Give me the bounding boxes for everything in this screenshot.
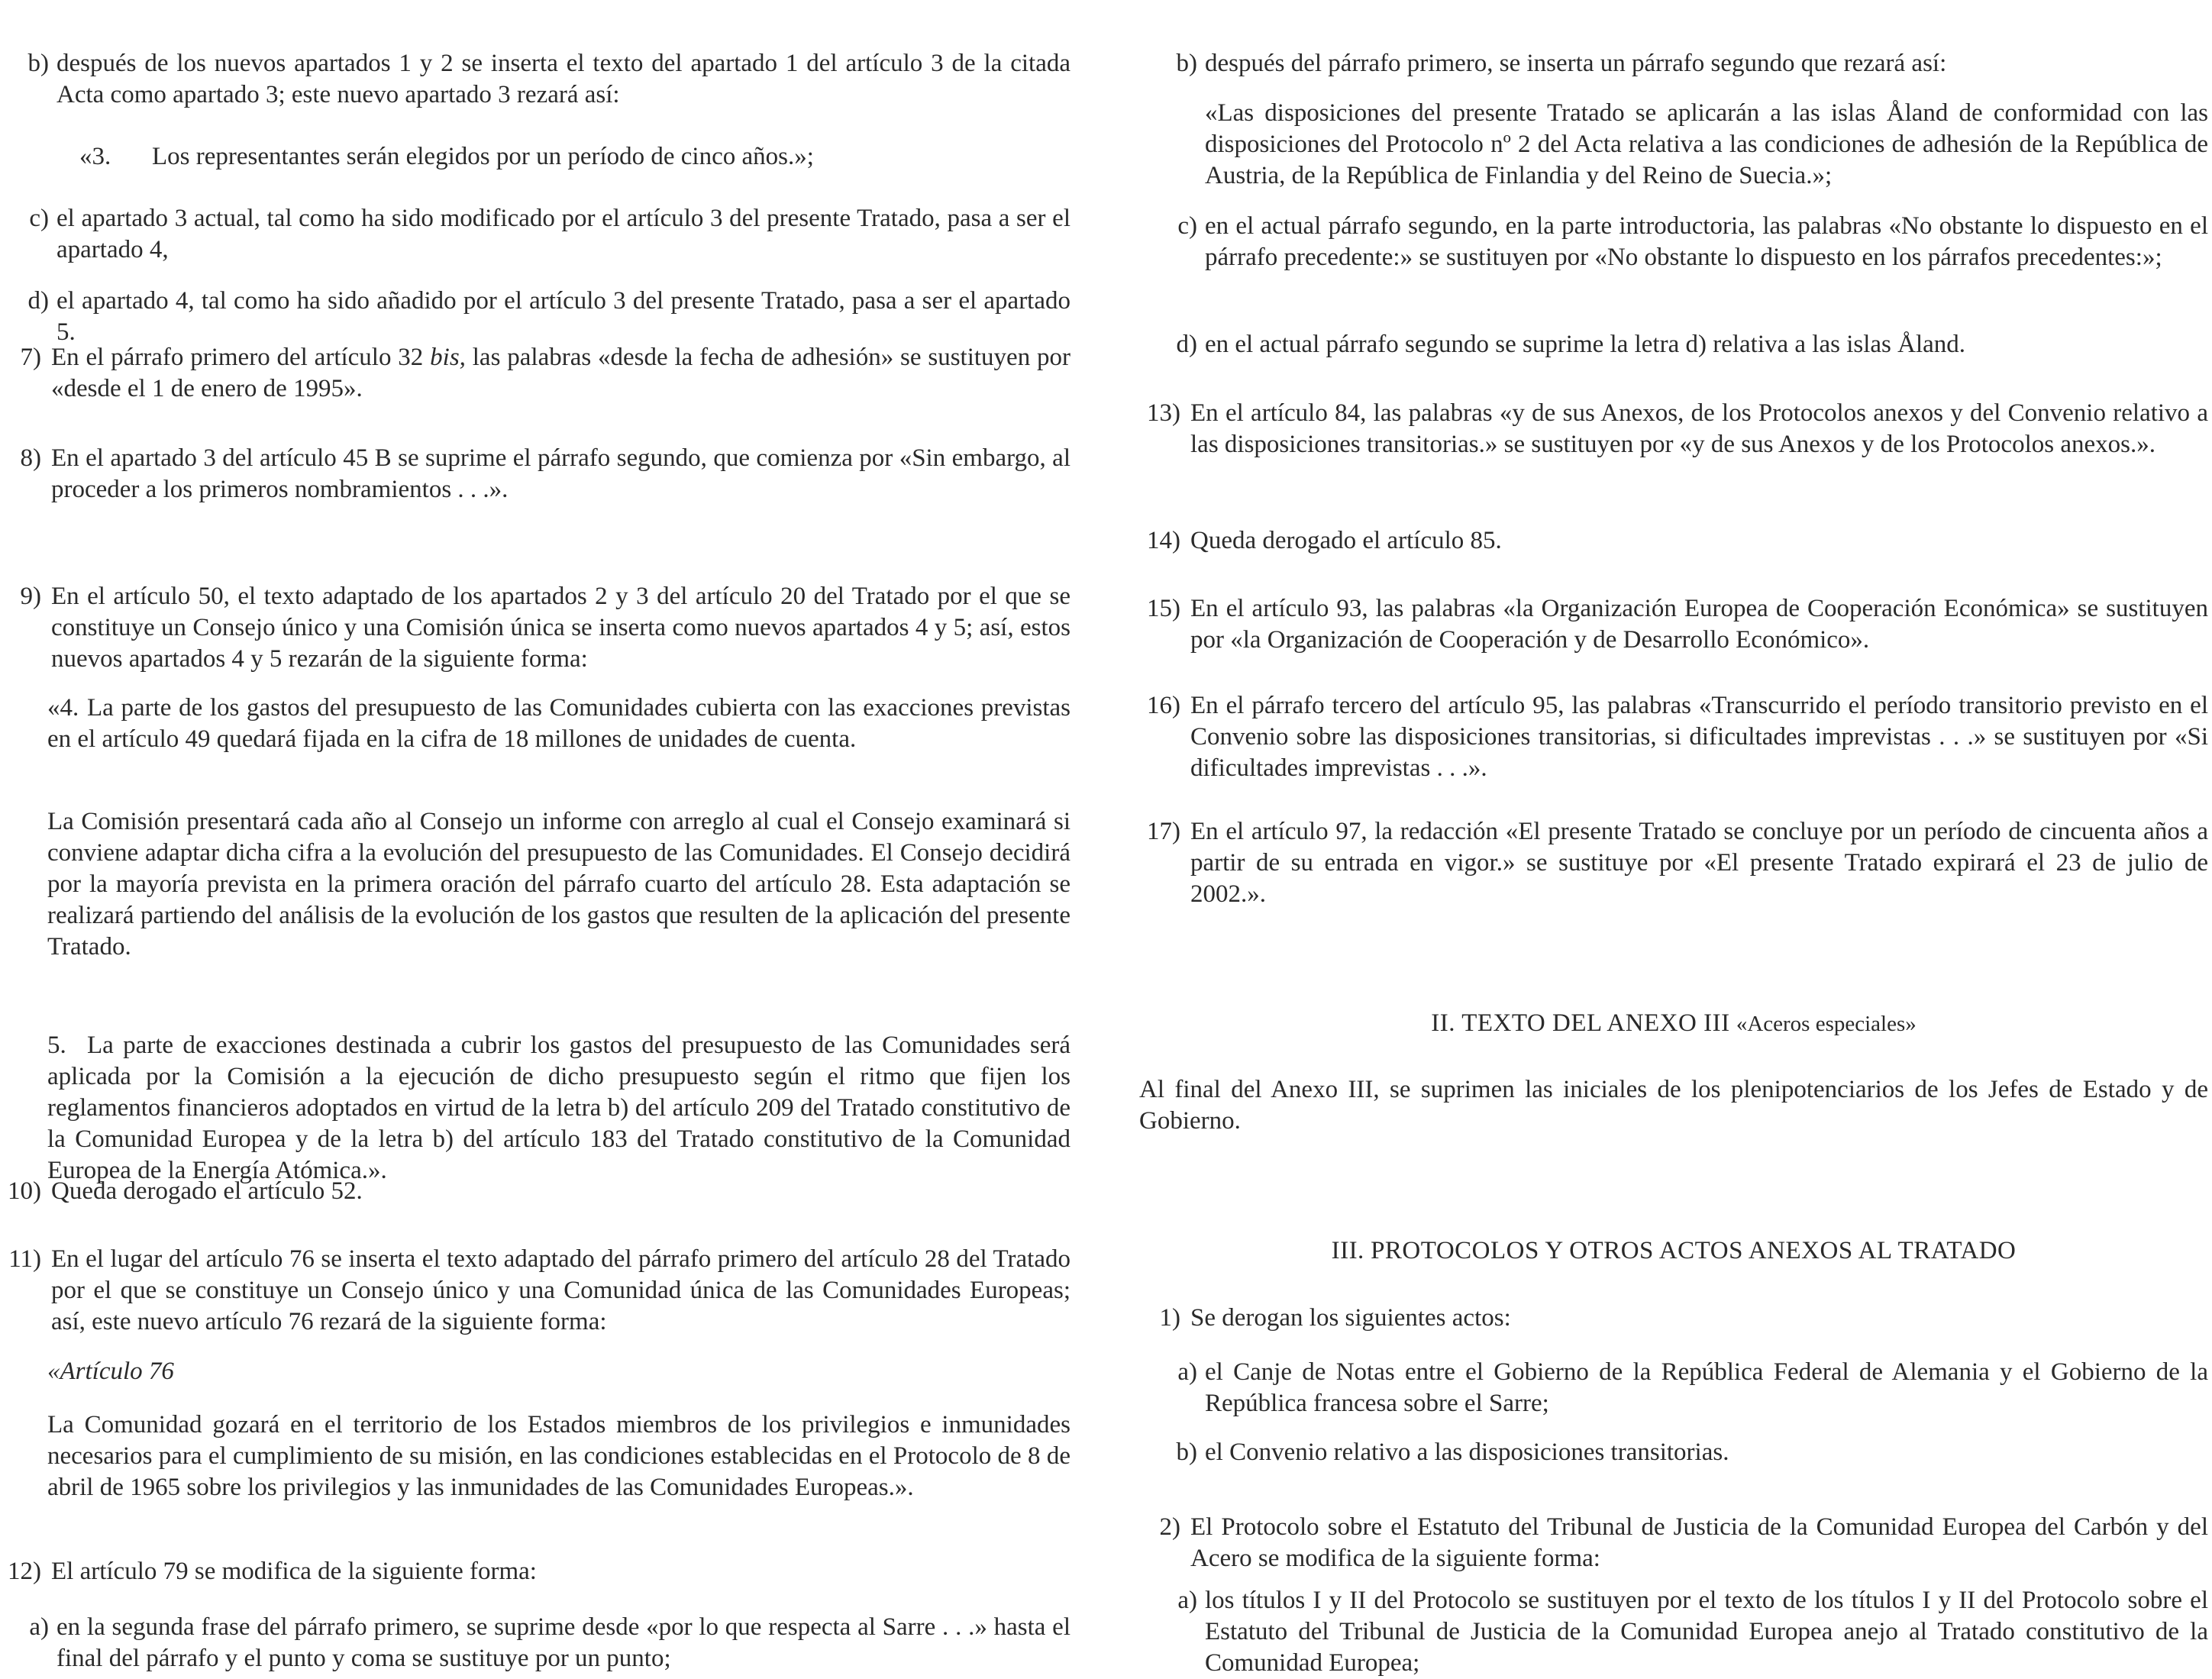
item-number: 15) xyxy=(1147,595,1180,622)
item-text: Queda derogado el artículo 52. xyxy=(51,1177,363,1205)
subitem-label: c) xyxy=(1177,212,1197,240)
quote-text: «Las disposiciones del presente Tratado se aplicarán a las islas Åland de conformidad con las disposiciones del Protocolo nº 2 del Acta relativa a las condiciones de adhesión de la República de Austria, de la República de Finlandia y del Reino de Suecia.»; xyxy=(1205,99,2208,189)
subitem-12d xyxy=(1174,329,2208,360)
protocol-item-1 xyxy=(1133,1303,2208,1334)
subitem-text: el apartado 3 actual, tal como ha sido modificado por el artículo 3 del presente Tratado, pasa a ser el apartado 4, xyxy=(57,205,1070,263)
quote-text: La Comisión presentará cada año al Consejo un informe con arreglo al cual el Consejo examinará si conviene adaptar dicha cifra a la evolución del presupuesto de las Comunidades. El Consejo decidirá por la mayoría prevista en la primera oración del párrafo cuarto del artículo 28. Esta adaptación se realizará partiendo del análisis de la evolución de los gastos que resulten de la aplicación del presente Tratado. xyxy=(47,808,1070,961)
item-number: 10) xyxy=(8,1177,41,1205)
item-13 xyxy=(1133,398,2208,460)
quote-paragraph-3 xyxy=(79,141,1070,173)
item-text: En el párrafo primero del artículo 32 bis, las palabras «desde la fecha de adhesión» se sustituyen por «desde el 1 de enero de 1995». xyxy=(51,344,1071,402)
paragraph-text: Al final del Anexo III, se suprimen las iniciales de los plenipotenciarios de los Jefes de Estado y de Gobierno. xyxy=(1139,1076,2208,1135)
protocol-subitem-2a xyxy=(1174,1585,2208,1679)
item-text: El artículo 79 se modifica de la siguiente forma: xyxy=(51,1558,537,1585)
item-text: Queda derogado el artículo 85. xyxy=(1190,527,1502,554)
section-roman-numeral: III. xyxy=(1331,1237,1364,1264)
item-8 xyxy=(0,443,1070,505)
subitem-text: después de los nuevos apartados 1 y 2 se inserta el texto del apartado 1 del artículo 3 de la citada Acta como apartado 3; este nuevo apartado 3 rezará así: xyxy=(57,50,1070,108)
subitem-6d xyxy=(26,286,1070,348)
item-number: 9) xyxy=(20,583,41,610)
item-number: 14) xyxy=(1147,527,1180,554)
quote-text: 5. La parte de exacciones destinada a cubrir los gastos del presupuesto de las Comunidades será aplicada por la Comisión a la ejecución de dicho presupuesto según el ritmo que fijen los reglamentos financieros adoptados en virtud de la letra b) del artículo 209 del Tratado constitutivo de la Comunidad Europea y de la letra b) del artículo 183 del Tratado constitutivo de la Comunidad Europea de la Energía Atómica.». xyxy=(47,1032,1070,1184)
item-text: En el apartado 3 del artículo 45 B se suprime el párrafo segundo, que comienza por «Sin embargo, al proceder a los primeros nombramientos . . .». xyxy=(51,444,1070,503)
item-15 xyxy=(1133,593,2208,656)
item-number: 12) xyxy=(8,1558,41,1585)
subitem-label: a) xyxy=(29,1613,49,1641)
subitem-label: b) xyxy=(27,50,49,77)
quote-paragraph-4-continued xyxy=(47,806,1070,963)
subitem-6b xyxy=(26,48,1070,111)
subitem-text: el Canje de Notas entre el Gobierno de la República Federal de Alemania y el Gobierno de la República francesa sobre el Sarre; xyxy=(1205,1358,2208,1417)
subitem-label: d) xyxy=(1176,331,1197,358)
item-text: En el artículo 97, la redacción «El presente Tratado se concluye por un período de cincuenta años a partir de su entrada en vigor.» se sustituye por «El presente Tratado expirará el 23 de julio de 2002.». xyxy=(1190,818,2208,908)
subitem-label: a) xyxy=(1177,1358,1197,1386)
item-text: Se derogan los siguientes actos: xyxy=(1190,1304,1511,1332)
item-number: 2) xyxy=(1159,1513,1180,1541)
section-subtitle: «Aceros especiales» xyxy=(1736,1012,1917,1036)
subitem-label: b) xyxy=(1176,50,1197,77)
article-76-heading xyxy=(47,1356,1070,1387)
item-text: En el artículo 50, el texto adaptado de los apartados 2 y 3 del artículo 20 del Tratado por el que se constituye un Consejo único y una Comisión única se inserta como nuevos apartados 4 y 5; así, estos nuevos apartados 4 y 5 rezarán de la siguiente forma: xyxy=(51,583,1070,673)
quote-paragraph-5 xyxy=(47,1030,1070,1187)
item-text: En el párrafo tercero del artículo 95, las palabras «Transcurrido el período transitorio previsto en el Convenio sobre las disposiciones transitorias, si dificultades imprevistas . . .» se sustituyen por «Si dificultades imprevistas . . .». xyxy=(1190,692,2208,782)
subitem-6c xyxy=(26,203,1070,266)
item-text: En el lugar del artículo 76 se inserta el texto adaptado del párrafo primero del artículo 28 del Tratado por el que se constituye un Consejo único y una Comunidad única de las Comunidades Europeas; así, este nuevo artículo 76 rezará de la siguiente forma: xyxy=(51,1245,1070,1335)
protocol-item-2 xyxy=(1133,1512,2208,1574)
subitem-text: después del párrafo primero, se inserta un párrafo segundo que rezará así: xyxy=(1205,50,1947,77)
subitem-text: en el actual párrafo segundo se suprime la letra d) relativa a las islas Åland. xyxy=(1205,331,1966,358)
section-roman-numeral: II. xyxy=(1431,1009,1455,1037)
item-number: 13) xyxy=(1147,399,1180,427)
subitem-12b xyxy=(1174,48,2208,79)
item-10 xyxy=(0,1176,1070,1207)
subitem-label: d) xyxy=(27,287,49,315)
article-76-body xyxy=(47,1409,1070,1503)
item-number: 8) xyxy=(20,444,41,472)
item-11 xyxy=(0,1244,1070,1338)
subitem-label: a) xyxy=(1177,1587,1197,1614)
item-14 xyxy=(1133,525,2208,557)
section-title: TEXTO DEL ANEXO III xyxy=(1461,1009,1730,1037)
quote-number: 5. xyxy=(47,1032,66,1059)
item-number: 17) xyxy=(1147,818,1180,845)
subitem-text: los títulos I y II del Protocolo se sustituyen por el texto de los títulos I y II del Protocolo sobre el Estatuto del Tribunal de Justicia de la Comunidad Europea anejo al Tratado constitutivo de la Comunidad Europea; xyxy=(1205,1587,2208,1677)
section-title: PROTOCOLOS Y OTROS ACTOS ANEXOS AL TRATADO xyxy=(1371,1237,2017,1264)
subitem-text: en el actual párrafo segundo, en la parte introductoria, las palabras «No obstante lo dispuesto en el párrafo precedente:» se sustituyen por «No obstante lo dispuesto en los párrafos precedentes:»; xyxy=(1205,212,2208,271)
article-text: La Comunidad gozará en el territorio de los Estados miembros de los privilegios e inmunidades necesarios para el cumplimiento de su misión, en las condiciones establecidas en el Protocolo de 8 de abril de 1965 sobre los privilegios y las inmunidades de las Comunidades Europeas.». xyxy=(47,1411,1070,1501)
subitem-text: en la segunda frase del párrafo primero, se suprime desde «por lo que respecta al Sarre . . .» hasta el final del párrafo y el punto y coma se sustituye por un punto; xyxy=(57,1613,1070,1672)
item-text: En el artículo 93, las palabras «la Organización Europea de Cooperación Económica» se sustituyen por «la Organización de Cooperación y de Desarrollo Económico». xyxy=(1190,595,2208,654)
section-heading-protocols xyxy=(1139,1235,2208,1267)
quote-number: «4. xyxy=(47,694,79,722)
item-17 xyxy=(1133,816,2208,910)
subitem-label: c) xyxy=(29,205,49,232)
article-title: «Artículo 76 xyxy=(47,1358,174,1385)
subitem-label: b) xyxy=(1176,1438,1197,1466)
annex-iii-paragraph xyxy=(1139,1074,2208,1137)
item-16 xyxy=(1133,690,2208,784)
quote-text: «4. La parte de los gastos del presupuesto de las Comunidades cubierta con las exacciones previstas en el artículo 49 quedará fijada en la cifra de 18 millones de unidades de cuenta. xyxy=(47,694,1070,753)
item-number: 11) xyxy=(8,1245,41,1273)
item-text: En el artículo 84, las palabras «y de sus Anexos, de los Protocolos anexos y del Convenio relativo a las disposiciones transitorias.» se sustituyen por «y de sus Anexos y de los Protocolos anexos.». xyxy=(1190,399,2208,458)
subitem-text: el apartado 4, tal como ha sido añadido por el artículo 3 del presente Tratado, pasa a ser el apartado 5. xyxy=(57,287,1070,346)
quote-aland xyxy=(1205,98,2208,192)
item-text: El Protocolo sobre el Estatuto del Tribunal de Justicia de la Comunidad Europea del Carbón y del Acero se modifica de la siguiente forma: xyxy=(1190,1513,2208,1572)
item-number: 1) xyxy=(1159,1304,1180,1332)
quote-number: «3. xyxy=(79,143,111,170)
quote-paragraph-4 xyxy=(47,693,1070,755)
subitem-text: el Convenio relativo a las disposiciones transitorias. xyxy=(1205,1438,1729,1466)
item-number: 16) xyxy=(1147,692,1180,719)
protocol-subitem-1a xyxy=(1174,1357,2208,1419)
quote-text: Los representantes serán elegidos por un período de cinco años.»; xyxy=(152,143,814,170)
subitem-12c xyxy=(1174,211,2208,273)
section-heading-annex-iii xyxy=(1139,1008,2208,1040)
protocol-subitem-1b xyxy=(1174,1437,2208,1468)
item-9 xyxy=(0,581,1070,675)
item-number: 7) xyxy=(20,344,41,371)
item-12 xyxy=(0,1556,1070,1587)
subitem-12a xyxy=(26,1612,1070,1674)
item-7 xyxy=(0,342,1070,405)
